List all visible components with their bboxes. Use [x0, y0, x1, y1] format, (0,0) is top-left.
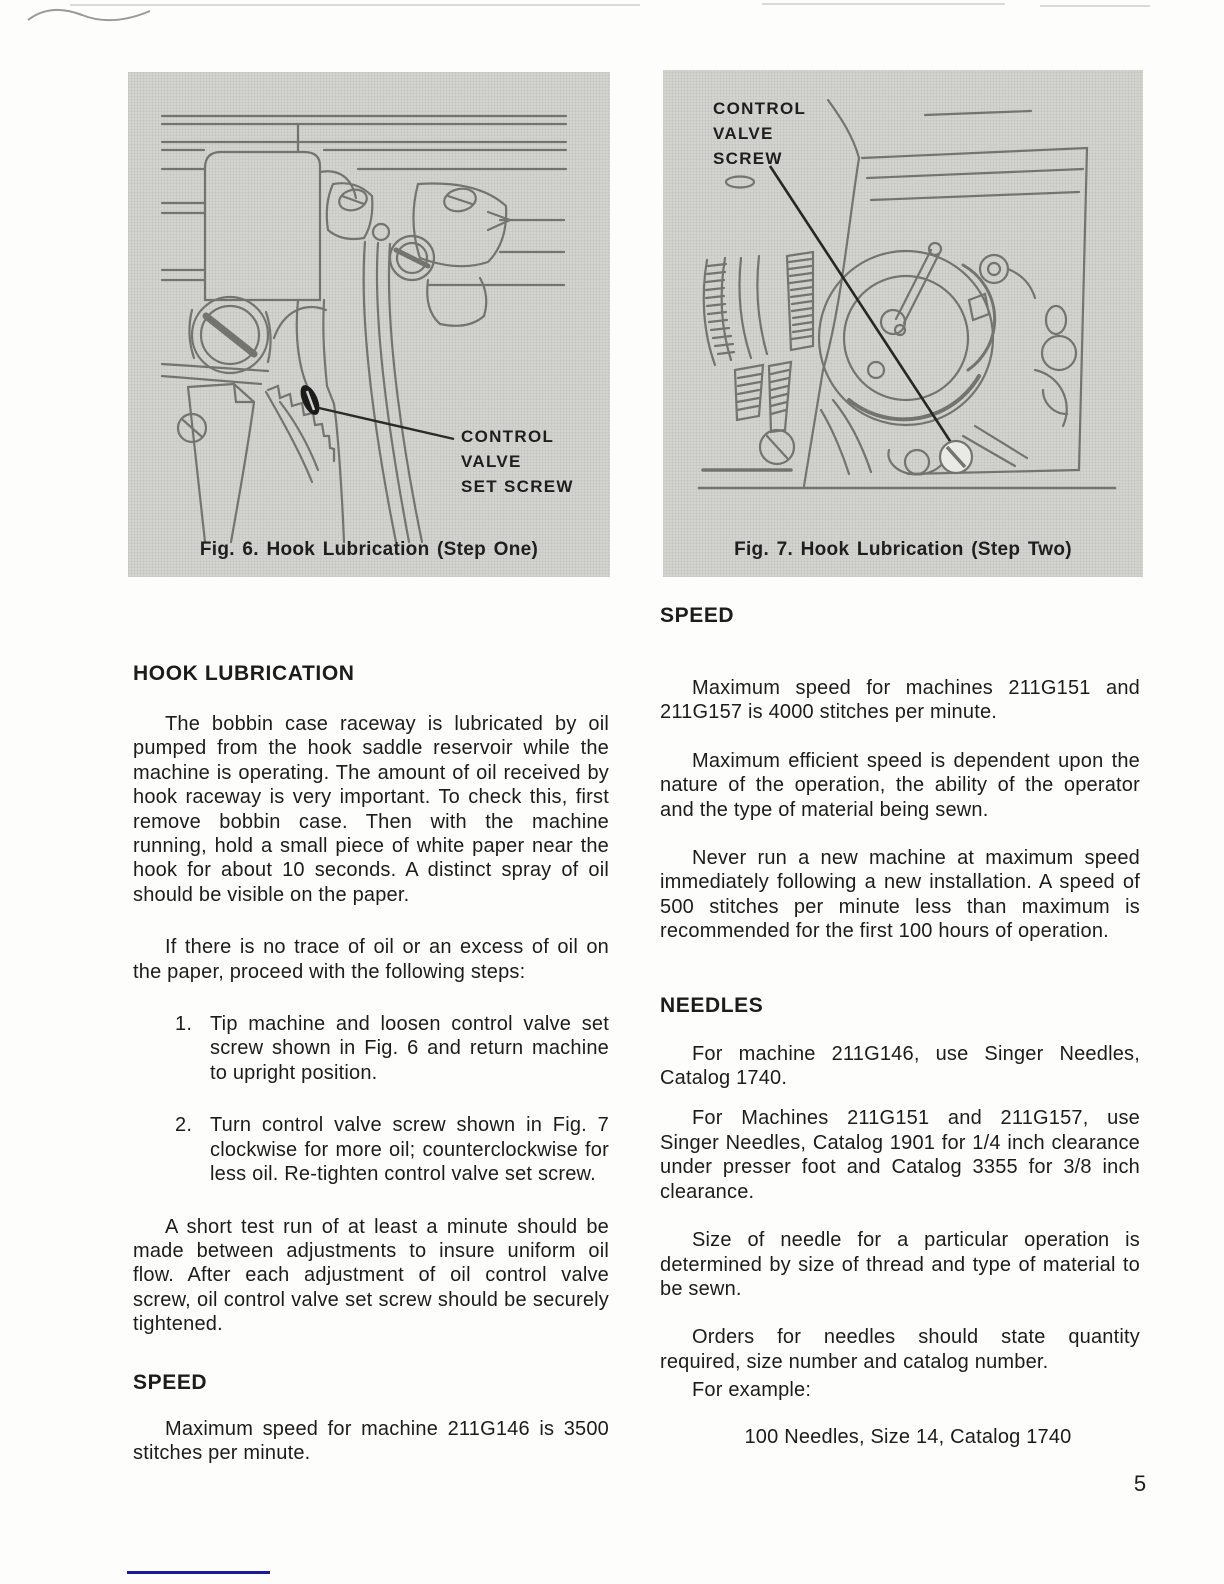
callout-line: CONTROL — [461, 427, 555, 446]
numbered-step — [133, 1113, 609, 1186]
paragraph: For machine 211G146, use Singer Needles, Catalog 1740. — [660, 1042, 1140, 1090]
paragraph: Maximum speed for machine 211G146 is 3500 stitches per minute. — [133, 1417, 609, 1464]
scan-artifact-top — [0, 0, 1224, 40]
left-column — [133, 662, 609, 1465]
fig6-leader-line — [319, 408, 454, 439]
figure-6 — [128, 72, 610, 577]
callout-line: VALVE — [713, 124, 774, 143]
heading-needles: NEEDLES — [660, 993, 764, 1017]
paragraph: For Machines 211G151 and 211G157, use Singer Needles, Catalog 1901 for 1/4 inch clearance under presser foot and Catalog 3355 for 3/8 inch clearance. — [660, 1107, 1140, 1203]
fig6-caption: Fig. 6. Hook Lubrication (Step One) — [199, 539, 539, 560]
page-number: 5 — [1133, 1471, 1147, 1496]
paragraph: The bobbin case raceway is lubricated by oil pumped from the hook saddle reservoir while the machine is operating. The amount of oil received by hook raceway is very important. To check this, first remove bobbin case. Then with the machine running, hold a small piece of white paper near the hook for about 10 seconds. A distinct spray of oil should be visible on the paper. — [133, 713, 609, 906]
heading-hook-lubrication: HOOK LUBRICATION — [133, 662, 355, 685]
numbered-step — [133, 1012, 609, 1085]
fig6-drawing — [128, 72, 610, 577]
paragraph: Size of needle for a particular operation is determined by size of thread and type of material to be sewn. — [660, 1229, 1140, 1300]
callout-line: VALVE — [461, 452, 522, 471]
paragraph-for-example: For example: — [692, 1379, 812, 1402]
fig7-caption: Fig. 7. Hook Lubrication (Step Two) — [734, 539, 1072, 560]
right-column — [660, 604, 1140, 1449]
fig7-leader-line — [770, 166, 952, 444]
scan-blue-line — [127, 1571, 270, 1574]
paragraph: Orders for needles should state quantity required, size number and catalog number. — [660, 1326, 1140, 1373]
step-number: 1. — [175, 1013, 193, 1036]
figure-7 — [663, 70, 1143, 577]
paragraph: Never run a new machine at maximum speed immediately following a new installation. A speed of 500 stitches per minute less than maximum is recommended for the first 100 hours of operation. — [660, 847, 1140, 943]
fig7-callout-label — [713, 96, 806, 171]
callout-line: SET SCREW — [461, 477, 574, 496]
step-text: Tip machine and loosen control valve set screw shown in Fig. 6 and return machine to upright position. — [210, 1013, 609, 1084]
heading-speed-right: SPEED — [660, 604, 735, 627]
paragraph: Maximum efficient speed is dependent upon the nature of the operation, the ability of the operator and the type of material being sewn. — [660, 749, 1140, 821]
paragraph: Maximum speed for machines 211G151 and 211G157 is 4000 stitches per minute. — [660, 677, 1140, 724]
needle-order-example: 100 Needles, Size 14, Catalog 1740 — [744, 1425, 1072, 1448]
heading-speed-left: SPEED — [133, 1370, 208, 1394]
callout-line: CONTROL — [713, 99, 807, 118]
paragraph: If there is no trace of oil or an excess of oil on the paper, proceed with the following steps: — [133, 936, 609, 983]
step-text: Turn control valve screw shown in Fig. 7 clockwise for more oil; counterclockwise for less oil. Re-tighten control valve set screw. — [210, 1114, 609, 1186]
step-number: 2. — [175, 1114, 193, 1137]
callout-line: SCREW — [713, 149, 783, 168]
paragraph: A short test run of at least a minute should be made between adjustments to insure uniform oil flow. After each adjustment of oil control valve screw, oil control valve set screw should be securely tightened. — [133, 1215, 609, 1336]
fig6-callout-label — [461, 424, 574, 499]
